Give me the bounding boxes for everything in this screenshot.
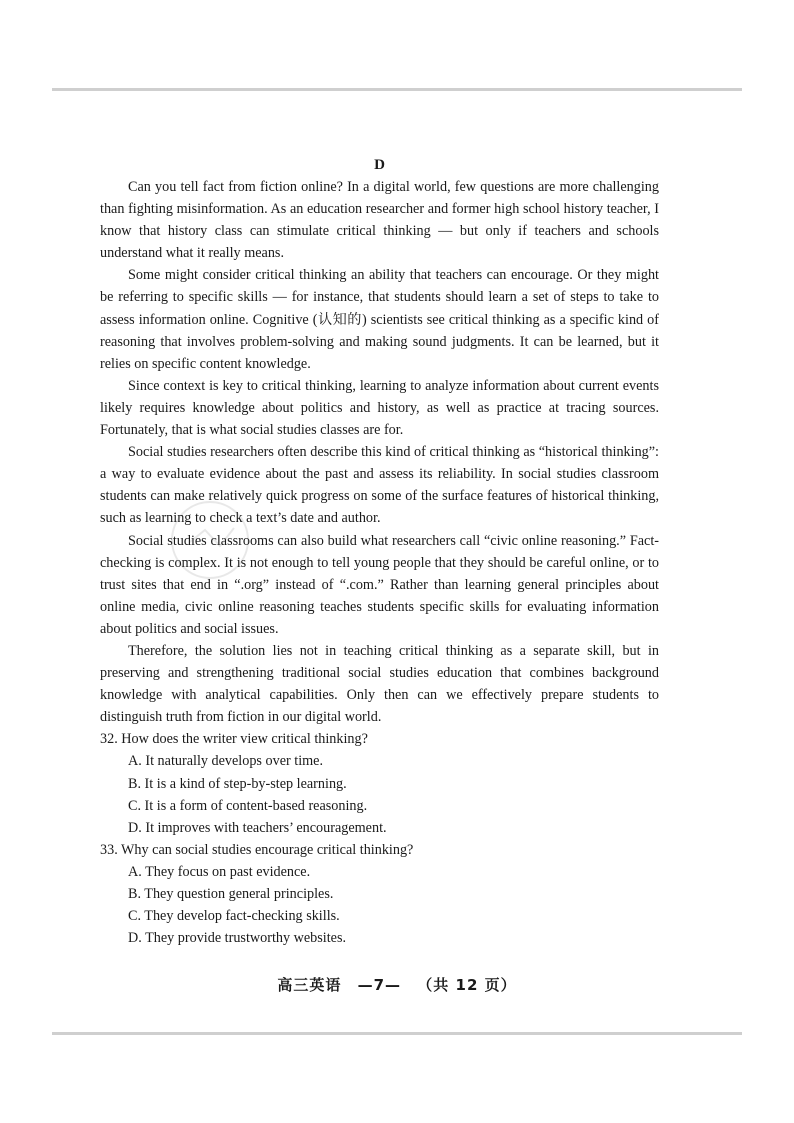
page-number: —7— — [357, 976, 402, 994]
page-footer — [0, 974, 794, 995]
paragraph-4: Social studies researchers often describe this kind of critical thinking as “historical thinking”: a way to evaluate evidence about the past and assess its reliability. In social studies classroom students can make relatively quick progress on some of the surface features of historical thinking, such as learning to check a text’s date and author. — [100, 444, 659, 527]
paragraph-5: Social studies classrooms can also build what researchers call “civic online reasoning.” Fact-checking is complex. It is not enough to tell young people that they should be careful online, or to trust sites that end in “.org” instead of “.com.” Rather than learning general principles about online media, civic online reasoning teaches students specific skills for evaluating information about politics and social issues. — [100, 532, 659, 637]
paragraph-3: Since context is key to critical thinking, learning to analyze information about current events likely requires knowledge about politics and history, as well as practice at tracing sources. Fortunately, that is what social studies classes are for. — [100, 377, 659, 439]
page-total: （共 12 页） — [417, 976, 517, 994]
option-b: B. It is a kind of step-by-step learning. — [128, 775, 347, 792]
option-d: D. It improves with teachers’ encouragement. — [128, 819, 387, 836]
top-divider — [52, 88, 742, 91]
paragraph-1: Can you tell fact from fiction online? In a digital world, few questions are more challenging than fighting misinformation. As an education researcher and former high school history teacher, I know that history class can stimulate critical thinking — but only if teachers and schools understand what it really means. — [100, 179, 659, 262]
question-33 — [100, 839, 659, 949]
question-stem: 32. How does the writer view critical thinking? — [100, 731, 368, 748]
question-stem: 33. Why can social studies encourage critical thinking? — [100, 841, 414, 858]
bottom-divider — [52, 1032, 742, 1035]
option-list — [100, 861, 659, 949]
paragraph-6: Therefore, the solution lies not in teaching critical thinking as a separate skill, but in preserving and strengthening traditional social studies education that combines background knowledge with analytical capabilities. Only then can we effectively prepare students to distinguish truth from fiction in our digital world. — [100, 642, 659, 726]
section-heading: D — [374, 157, 385, 173]
option-b: B. They question general principles. — [128, 886, 334, 902]
paragraph-2: Some might consider critical thinking an ability that teachers can encourage. Or they might be referring to specific skills — for instance, that students should learn a set of steps to take to assess information online. Cognitive (认知的) scientists see critical thinking as a specific kind of reasoning that involves problem-solving and making sound judgments. It can be learned, but it relies on specific content knowledge. — [100, 267, 659, 372]
option-c: C. They develop fact-checking skills. — [128, 908, 340, 925]
option-a: A. It naturally develops over time. — [128, 753, 324, 770]
option-c: C. It is a form of content-based reasoning. — [128, 797, 368, 814]
question-32 — [100, 728, 659, 838]
option-list — [100, 750, 659, 838]
option-d: D. They provide trustworthy websites. — [128, 930, 347, 947]
option-a: A. They focus on past evidence. — [128, 863, 311, 880]
passage — [100, 150, 659, 949]
footer-subject: 高三英语 — [277, 976, 342, 994]
